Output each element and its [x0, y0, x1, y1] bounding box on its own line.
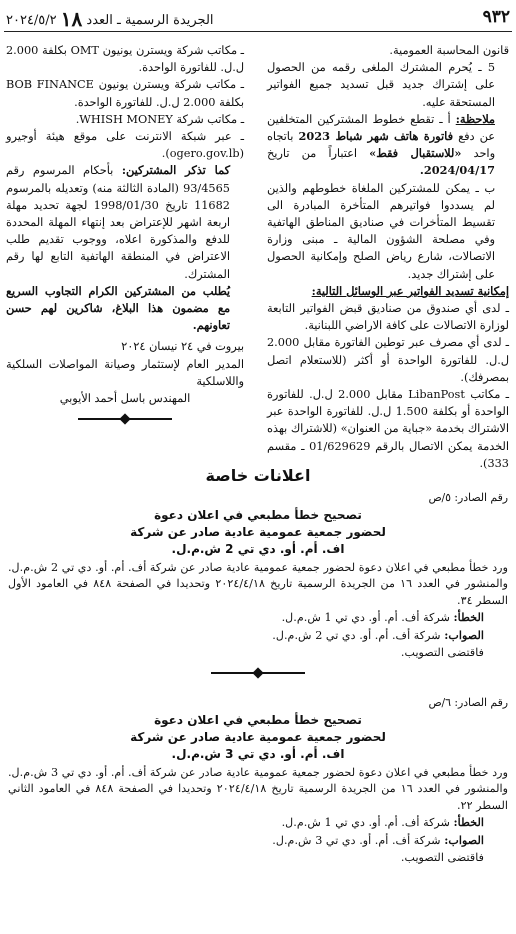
- reminder: [6, 162, 244, 282]
- notice: [8, 490, 508, 677]
- note-text: اعتباراً من تاريخ: [267, 147, 358, 161]
- payment-method: ـ مكاتب LibanPost مقابل 2.000 ل.ل. للفاتورة الواحدة أو بكلفة 1.500 ل.ل. للفاتورة الواحدة عبر الاشتراك بخدمة «جباية من العنوان» (للاشتراك بهذه الخدمة يمكن الاتصال بالرقم 01/629629 ـ مقسم 333).: [267, 388, 510, 470]
- right-column: [267, 42, 509, 472]
- closing: فاقتضى التصويب.: [400, 645, 484, 659]
- error-line: [8, 609, 508, 627]
- notice-title: اف. أم. أو. دي تي 2 ش.م.ل.: [171, 541, 345, 556]
- note-text: أ ـ تقطع خطوط المشتركين المتخلفين عن دفع: [267, 112, 496, 144]
- signer-title: المدير العام لإستثمار وصيانة المواصلات السلكية واللاسلكية: [6, 357, 244, 388]
- payment-method: ـ مكاتب شركة ويسترن يونيون BOB FINANCE بكلفة 2.000 ل.ل. للفاتورة الواحدة.: [6, 78, 244, 109]
- gazette-title: [6, 7, 214, 31]
- fix-text: شركة أف. أم. أو. دي تي 3 ش.م.ل.: [272, 833, 441, 847]
- error-text: شركة أف. أم. أو. دي تي 1 ش.م.ل.: [281, 611, 450, 625]
- request-text: يُطلب من المشتركين الكرام التجاوب السريع مع مضمون هذا البلاغ، شاكرين لهم حسن تعاونهم.: [6, 283, 230, 333]
- notice-title: لحضور جمعية عمومية عادية صادر عن شركة: [130, 524, 386, 539]
- note-text: باتجاه واحد: [267, 130, 496, 161]
- notice: [8, 695, 508, 866]
- header-rule: [4, 31, 512, 32]
- fix-label: الصواب:: [444, 832, 484, 847]
- gazette-name: الجريدة الرسمية ـ العدد: [86, 13, 214, 28]
- error-line: [8, 814, 508, 832]
- notice-title: تصحيح خطأ مطبعي في اعلان دعوة: [154, 507, 362, 522]
- left-column: [6, 42, 244, 423]
- fix-line: [8, 832, 508, 850]
- page-number: ٩٣٢: [482, 7, 510, 27]
- notice-body: ورد خطأ مطبعي في اعلان دعوة لحضور جمعية عمومية عادية صادر عن شركة أف. أم. أو. دي تي 2 ش.م.ل. والمنشور في العدد ١٦ من الجريدة الرسمية تاريخ ٢٠٢٤/٤/١٨ وتحديدا في الصفحة ٨٤٨ في العامود الأول السطر ٣٤.: [8, 560, 509, 607]
- separator-ornament: [203, 669, 313, 677]
- notice-ref: رقم الصادر: ٦/ص: [428, 696, 508, 709]
- fix-line: [8, 627, 508, 645]
- note-a: [267, 111, 509, 180]
- notice-title: لحضور جمعية عمومية عادية صادر عن شركة: [130, 729, 386, 744]
- fix-label: الصواب:: [444, 627, 484, 642]
- payment-method: ـ لدى أي مصرف عبر توطين الفاتورة مقابل 2.000 ل.ل. للفاتورة الواحدة أو أكثر (للاستعلام اتصل بمصرفك).: [267, 336, 509, 384]
- note-b: ب ـ يمكن للمشتركين الملغاة خطوطهم والذين لم يسددوا فواتيرهم المتأخرة المبادرة الى تقسيط المتأخرات في صناديق المناطق الهاتفية وفي مصلحة الشؤون المالية ـ مبنى وزارة الاتصالات، شارع رياض الصلح وإمكانية الحصول على إشتراك جديد.: [267, 181, 495, 281]
- payment-method: ـ عبر شبكة الانترنت على موقع هيئة أوجيرو (ogero.gov.lb).: [6, 130, 244, 161]
- payment-method: ـ مكاتب شركة WHISH MONEY.: [75, 112, 244, 126]
- notice-title: تصحيح خطأ مطبعي في اعلان دعوة: [154, 712, 362, 727]
- page-header: [4, 6, 512, 30]
- issue-date: ٢٠٢٤/٥/٢: [6, 13, 57, 28]
- payment-method: ـ مكاتب شركة ويسترن يونيون OMT بكلفة 2.000 ل.ل. للفاتورة الواحدة.: [6, 44, 244, 75]
- note-bold: «للاستقبال فقط»: [369, 146, 462, 161]
- issue-number: ١٨: [60, 7, 83, 31]
- signer-name: المهندس باسل أحمد الأيوبي: [59, 392, 191, 406]
- error-label: الخطأ:: [453, 815, 484, 830]
- separator-ornament: [70, 415, 180, 423]
- reminder-text: بأحكام المرسوم رقم 93/4565 (المادة الثالثة منه) وتعديله بالمرسوم 11682 تاريخ 1998/01/30 لجهة تحديد مهلة اربعة اشهر للإعتراض بعد إنتهاء المهلة المحددة للدفع والمذكورة اعلاه، ووجوب تقديم طلب الاعتراض في المنطقة الهاتفية التابع لها رقم المشترك.: [6, 164, 230, 281]
- note-date: 2024/04/17.: [419, 163, 495, 178]
- closing: فاقتضى التصويب.: [400, 850, 484, 864]
- payment-method: ـ لدى أي صندوق من صناديق قبض الفواتير التابعة لوزارة الاتصالات على كافة الاراضي اللبنانية.: [267, 302, 509, 333]
- section-title: اعلانات خاصة: [205, 466, 311, 485]
- fix-text: شركة أف. أم. أو. دي تي 2 ش.م.ل.: [272, 628, 441, 642]
- reminder-label: كما تذكر المشتركين:: [121, 163, 230, 178]
- error-label: الخطأ:: [453, 610, 484, 625]
- note-bold: فاتورة هاتف شهر شباط 2023: [298, 129, 453, 144]
- notice-body: ورد خطأ مطبعي في اعلان دعوة لحضور جمعية عمومية عادية صادر عن شركة أف. أم. أو. دي تي 3 ش.م.ل. والمنشور في العدد ١٦ من الجريدة الرسمية تاريخ ٢٠٢٤/٤/١٨ وتحديدا في الصفحة ٨٤٨ في العامود الثاني السطر ٢٢.: [8, 765, 508, 812]
- error-text: شركة أف. أم. أو. دي تي 1 ش.م.ل.: [281, 816, 450, 830]
- paragraph: 5 ـ يُحرم المشترك الملغى رقمه من الحصول على إشتراك جديد قبل تسديد جميع الفواتير المستحقة عليه.: [267, 61, 495, 109]
- paragraph: قانون المحاسبة العمومية.: [389, 44, 509, 57]
- notice-ref: رقم الصادر: ٥/ص: [428, 491, 508, 504]
- place-date: بيروت في ٢٤ نيسان ٢٠٢٤: [121, 340, 244, 354]
- notice-title: اف. أم. أو. دي تي 3 ش.م.ل.: [171, 746, 345, 761]
- note-label: ملاحظة:: [455, 111, 495, 126]
- payment-methods-title: إمكانية تسديد الفواتير عبر الوسائل التالية:: [311, 283, 509, 298]
